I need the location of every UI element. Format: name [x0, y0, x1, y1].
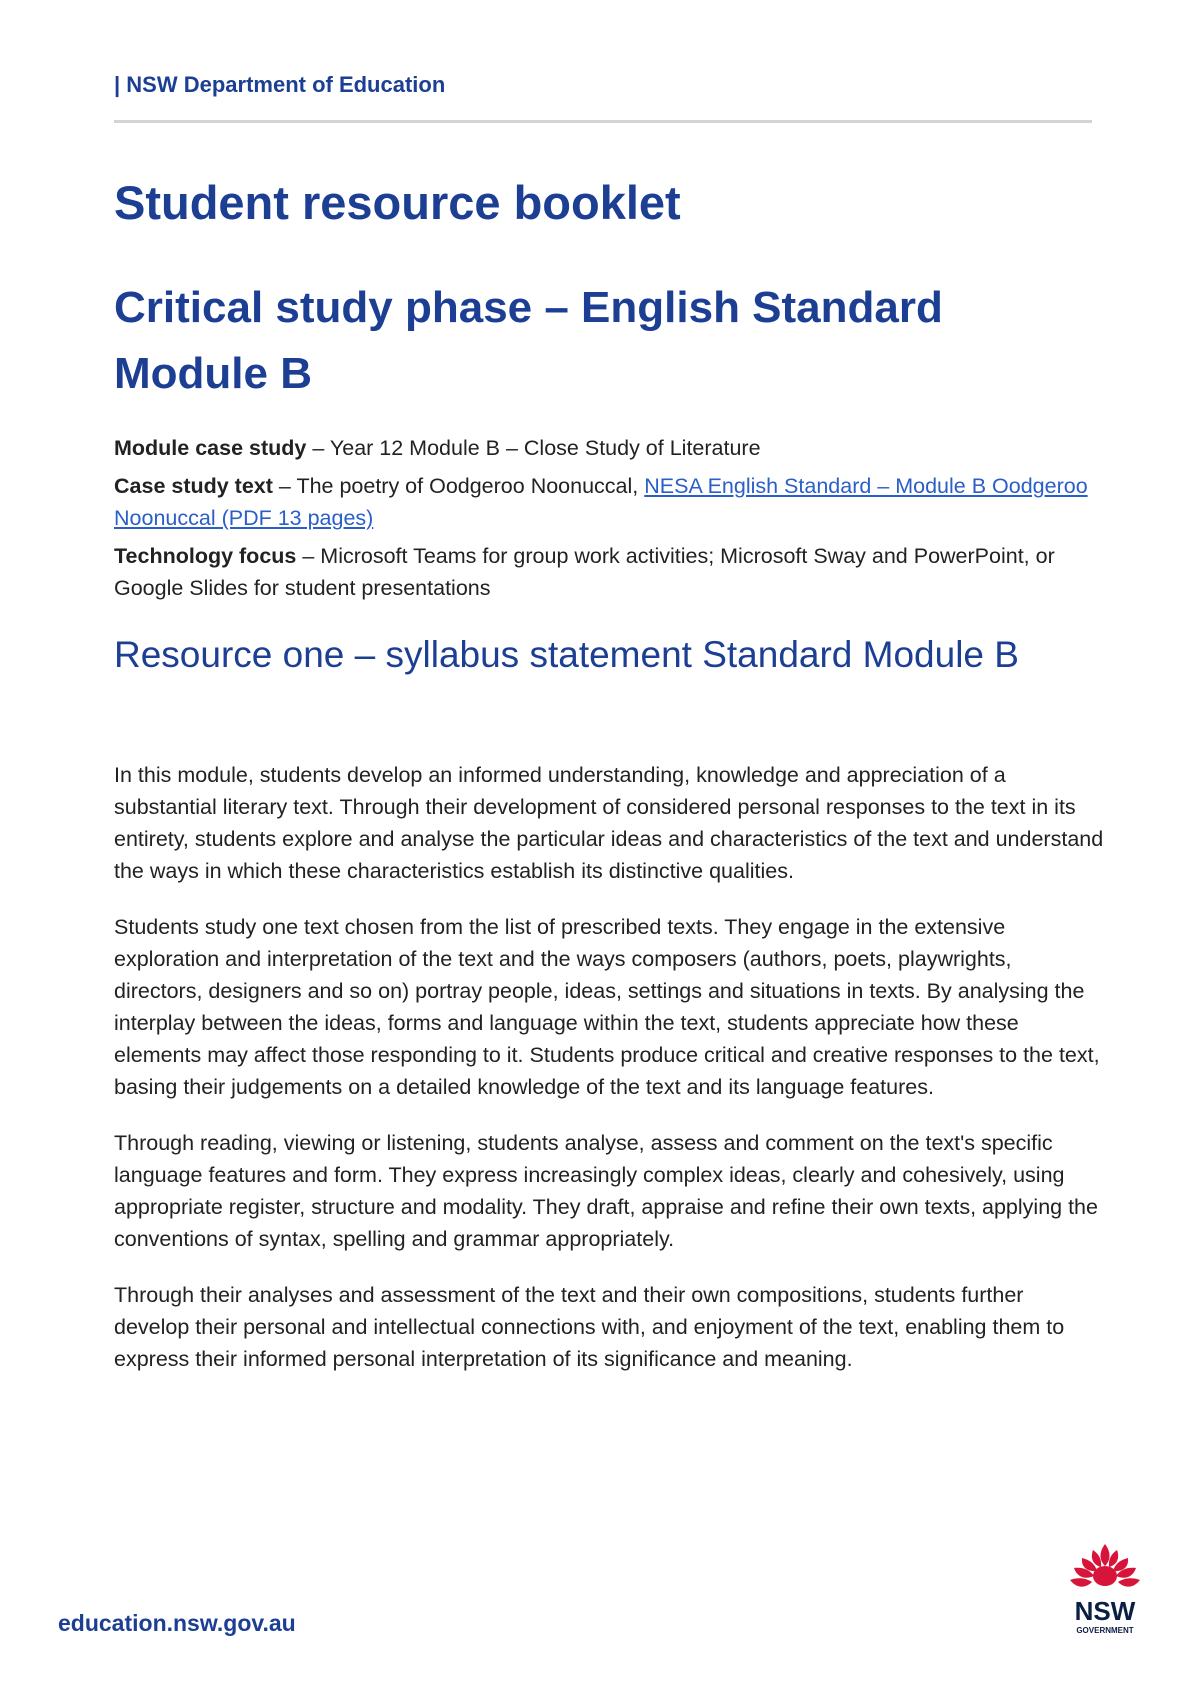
header-divider	[114, 120, 1092, 123]
case-study-text-label: Case study text	[114, 474, 273, 498]
body-paragraph: Through reading, viewing or listening, students analyse, assess and comment on the text's specific language features and form. They express increasingly complex ideas, clearly and cohesively, using appropriate register, structure and modality. They draft, appraise and refine their own texts, applying the conventions of syntax, spelling and grammar appropriately.	[114, 1131, 1098, 1251]
logo-government-text: GOVERNMENT	[1076, 1626, 1134, 1635]
syllabus-statement	[114, 759, 1104, 1399]
section-heading: Resource one – syllabus statement Standard Module B	[114, 634, 1019, 675]
case-study-text-line	[114, 470, 1104, 534]
body-paragraph: In this module, students develop an informed understanding, knowledge and appreciation of a substantial literary text. Through their development of considered personal responses to the text in its entirety, students explore and analyse the particular ideas and characteristics of the text and understand the ways in which these characteristics establish its distinctive qualities.	[114, 763, 1104, 883]
nesa-pdf-link[interactable]: NESA English Standard – Module B Oodgeroo Noonuccal (PDF 13 pages)	[114, 474, 1088, 530]
nsw-government-logo	[1060, 1540, 1150, 1640]
case-study-details	[114, 432, 1104, 610]
logo-nsw-text: NSW	[1074, 1596, 1136, 1626]
page-title: Student resource booklet	[114, 176, 681, 229]
module-case-study-value: – Year 12 Module B – Close Study of Literature	[306, 436, 761, 460]
footer-url: education.nsw.gov.au	[58, 1610, 296, 1636]
waratah-icon	[1070, 1544, 1140, 1587]
technology-focus-value: – Microsoft Teams for group work activities; Microsoft Sway and PowerPoint, or Google Slides for student presentations	[114, 544, 1055, 600]
module-case-study-line	[114, 432, 1104, 464]
page-subtitle: Critical study phase – English Standard Module B	[114, 283, 943, 398]
module-case-study-label: Module case study	[114, 436, 307, 460]
technology-focus-label: Technology focus	[114, 544, 297, 568]
body-paragraph: Students study one text chosen from the list of prescribed texts. They engage in the extensive exploration and interpretation of the text and the ways composers (authors, poets, playwrights, directors, designers and so on) portray people, ideas, settings and situations in texts. By analysing the interplay between the ideas, forms and language within the text, students appreciate how these elements may affect those responding to it. Students produce critical and creative responses to the text, basing their judgements on a detailed knowledge of the text and its language features.	[114, 915, 1100, 1099]
department-header: | NSW Department of Education	[114, 72, 446, 97]
body-paragraph: Through their analyses and assessment of the text and their own compositions, students further develop their personal and intellectual connections with, and enjoyment of the text, enabling them to express their informed personal interpretation of its significance and meaning.	[114, 1283, 1065, 1371]
technology-focus-line	[114, 540, 1104, 604]
case-study-text-value: – The poetry of Oodgeroo Noonuccal,	[272, 474, 645, 498]
